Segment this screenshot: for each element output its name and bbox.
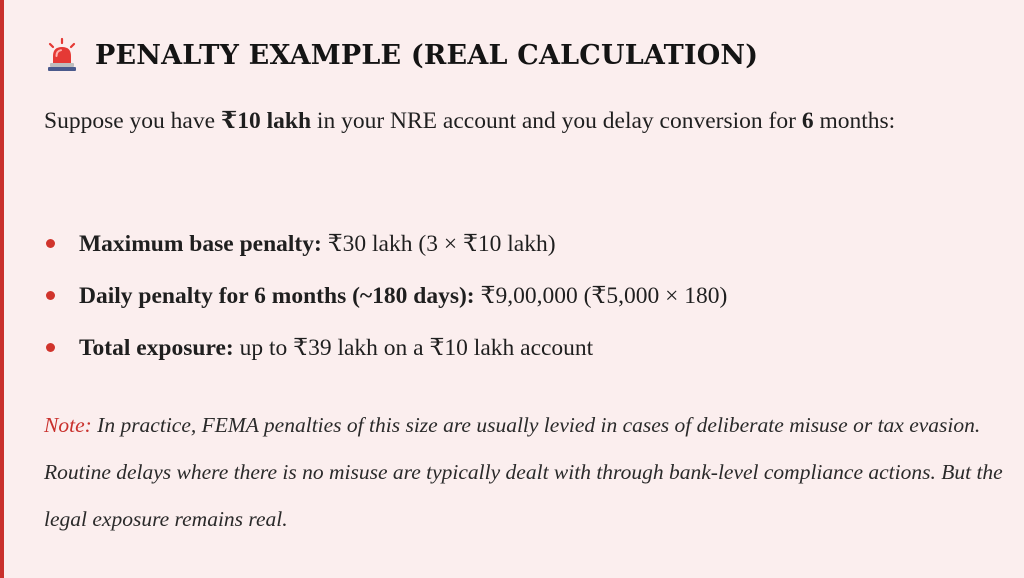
list-item-value: up to ₹39 lakh on a ₹10 lakh account xyxy=(233,335,594,361)
note-paragraph xyxy=(44,402,1014,543)
note-label: Note: xyxy=(44,413,92,437)
siren-icon xyxy=(44,37,80,73)
list-item xyxy=(44,222,727,274)
intro-paragraph xyxy=(44,98,974,145)
list-item xyxy=(44,274,727,326)
bullet-icon xyxy=(46,239,55,248)
bullet-icon xyxy=(46,291,55,300)
intro-prefix: Suppose you have xyxy=(44,108,221,134)
heading-title: PENALTY EXAMPLE (REAL CALCULATION) xyxy=(95,39,759,71)
note-text: In practice, FEMA penalties of this size are usually levied in cases of deliberate misuse or tax evasion. Routine delays where there is no misuse are typically dealt with through bank-level compliance actions. But the legal exposure remains real. xyxy=(44,413,1003,531)
list-item-label: Total exposure: xyxy=(79,335,234,361)
list-item-label: Daily penalty for 6 months (~180 days): xyxy=(79,283,475,309)
bullet-icon xyxy=(46,343,55,352)
list-item-value: ₹30 lakh (3 × ₹10 lakh) xyxy=(321,231,556,257)
intro-suffix: months: xyxy=(813,108,896,134)
list-item-label: Maximum base penalty: xyxy=(79,231,322,257)
penalty-list xyxy=(44,222,727,378)
list-item-value: ₹9,00,000 (₹5,000 × 180) xyxy=(474,283,728,309)
intro-middle: in your NRE account and you delay conversion for xyxy=(311,108,802,134)
section-heading xyxy=(44,33,758,77)
intro-amount: ₹10 lakh xyxy=(220,108,312,134)
list-item xyxy=(44,326,727,378)
intro-months: 6 xyxy=(801,108,814,134)
